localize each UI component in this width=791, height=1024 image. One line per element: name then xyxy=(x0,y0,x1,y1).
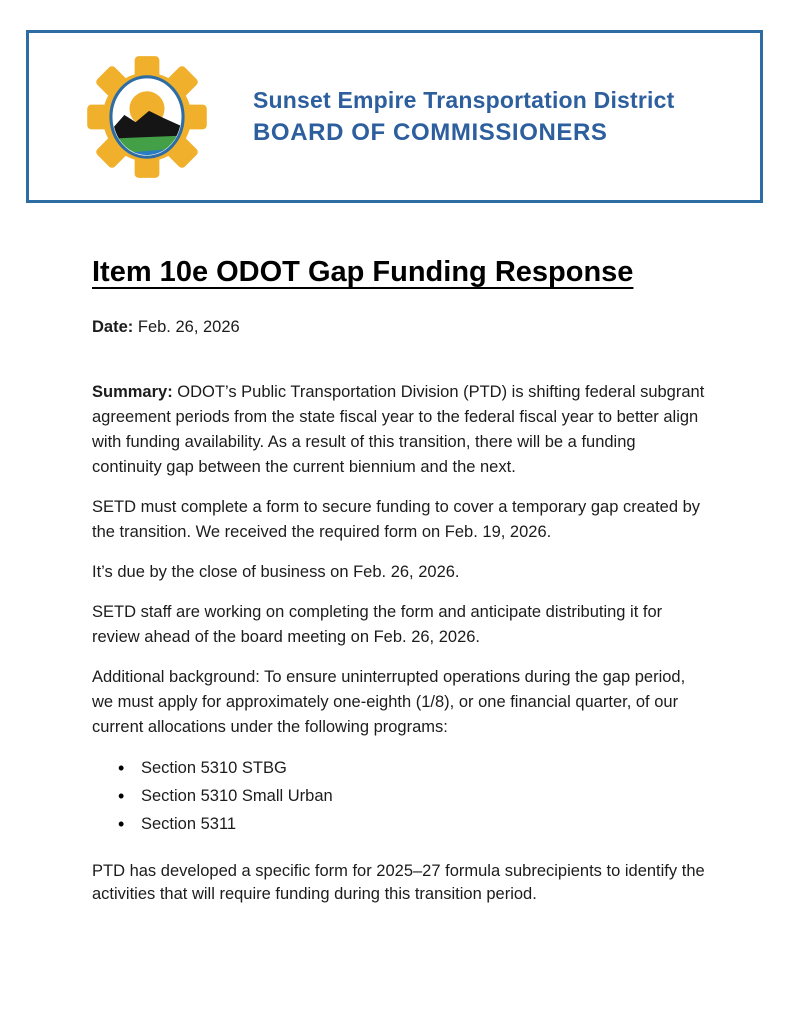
document-title: Item 10e ODOT Gap Funding Response xyxy=(92,256,634,288)
org-subtitle: BOARD OF COMMISSIONERS xyxy=(253,118,608,146)
document-page xyxy=(0,30,791,1024)
summary-paragraph xyxy=(92,380,707,480)
setd-gear-sunset-logo-icon xyxy=(85,50,209,184)
list-item-section-5310-stbg: • Section 5310 STBG xyxy=(92,754,707,782)
date-label: Date: xyxy=(92,318,134,336)
date-line xyxy=(92,315,707,340)
summary-text: ODOT’s Public Transportation Division (PTD) is shifting federal subgrant agreement periods from the state fiscal year to the federal fiscal year to better align with funding availability. As a result of this transition, there will be a funding continuity gap between the current biennium and the next. xyxy=(92,383,705,476)
paragraph-due-date: It’s due by the close of business on Feb. 26, 2026. xyxy=(92,563,460,581)
list-item-section-5310-small-urban: • Section 5310 Small Urban xyxy=(92,782,707,810)
document-body xyxy=(92,255,707,906)
closing-paragraph: PTD has developed a specific form for 2025–27 formula subrecipients to identify the activities that will require funding during this transition period. xyxy=(92,862,705,903)
list-item-section-5311: • Section 5311 xyxy=(92,810,707,838)
summary-label: Summary: xyxy=(92,383,173,401)
date-value: Feb. 26, 2026 xyxy=(137,318,240,336)
paragraph-staff-status: SETD staff are working on completing the form and anticipate distributing it for review ahead of the board meeting on Feb. 26, 2026. xyxy=(92,603,663,646)
paragraph-form-requirement: SETD must complete a form to secure funding to cover a temporary gap created by the transition. We received the required form on Feb. 19, 2026. xyxy=(92,498,701,541)
org-name: Sunset Empire Transportation District xyxy=(253,86,675,113)
paragraph-additional-background: Additional background: To ensure uninterrupted operations during the gap period, we must apply for approximately one-eighth (1/8), or one financial quarter, of our current allocations under the following programs: xyxy=(92,668,686,736)
program-list xyxy=(92,754,707,838)
letterhead xyxy=(26,30,763,203)
org-identity xyxy=(253,84,674,150)
